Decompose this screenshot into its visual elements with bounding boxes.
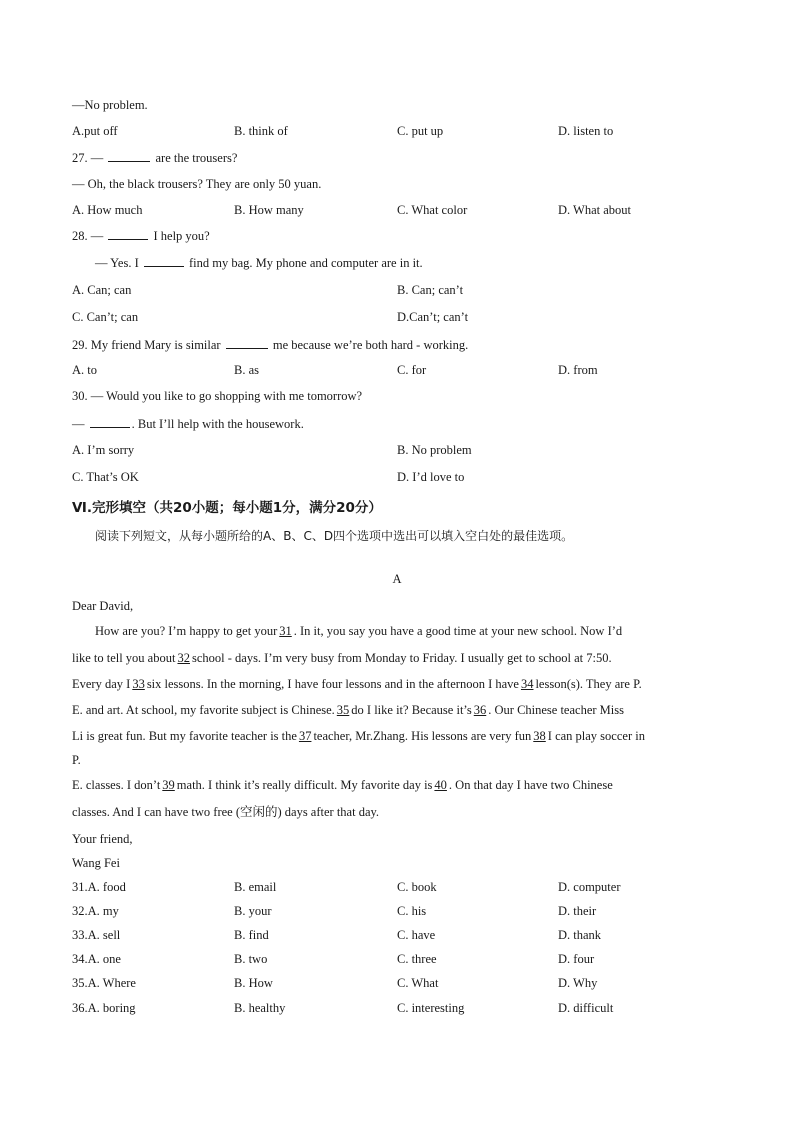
blank-35: 35 bbox=[336, 703, 350, 717]
q32-options bbox=[0, 903, 794, 919]
q33-option-a: 33.A. sell bbox=[72, 928, 121, 942]
q30-reply: — . But I’ll help with the housework. bbox=[72, 417, 304, 431]
q30-options-row2 bbox=[0, 469, 794, 485]
q30-option-c: C. That’s OK bbox=[72, 470, 139, 484]
answer-blank bbox=[226, 336, 268, 349]
q29-option-b: B. as bbox=[234, 363, 259, 377]
letter-closing: Your friend, bbox=[72, 832, 133, 846]
q34-option-d: D. four bbox=[558, 952, 595, 966]
letter-line-1: How are you? I’m happy to get your 31 . In it, you say you have a good time at your new school. Now I’d bbox=[95, 624, 623, 638]
q27-option-c: C. What color bbox=[397, 203, 468, 217]
q32-option-b: B. your bbox=[234, 904, 272, 918]
q33-option-b: B. find bbox=[234, 928, 269, 942]
q31-option-c: C. book bbox=[397, 880, 437, 894]
q34-option-a: 34.A. one bbox=[72, 952, 121, 966]
q34-option-c: C. three bbox=[397, 952, 437, 966]
q30-option-a: A. I’m sorry bbox=[72, 443, 135, 457]
q31-option-a: 31.A. food bbox=[72, 880, 126, 894]
q33-option-d: D. thank bbox=[558, 928, 602, 942]
q30-prompt: 30. — Would you like to go shopping with me tomorrow? bbox=[72, 389, 363, 403]
q26-options bbox=[0, 123, 794, 139]
q29-option-c: C. for bbox=[397, 363, 427, 377]
q28-prompt: 28. — I help you? bbox=[72, 229, 210, 243]
answer-blank bbox=[108, 149, 150, 162]
blank-33: 33 bbox=[132, 677, 145, 691]
q28-option-d: D.Can’t; can’t bbox=[397, 310, 469, 324]
q30-option-d: D. I’d love to bbox=[397, 470, 465, 484]
passage-label: A bbox=[392, 572, 402, 586]
q27-option-a: A. How much bbox=[72, 203, 143, 217]
section-instruction: 阅读下列短文，从每小题所给的A、B、C、D四个选项中选出可以填入空白处的最佳选项。 bbox=[95, 529, 574, 543]
q34-options bbox=[0, 951, 794, 967]
q34-option-b: B. two bbox=[234, 952, 268, 966]
letter-line-5: Li is great fun. But my favorite teacher is the 37 teacher, Mr.Zhang. His lessons are very fun 38 I can play soccer in bbox=[72, 729, 645, 743]
q32-option-c: C. his bbox=[397, 904, 427, 918]
section-title: Ⅵ.完形填空（共20小题；每小题1分，满分20分） bbox=[72, 500, 382, 516]
q27-prompt: 27. — are the trousers? bbox=[72, 151, 238, 165]
q35-option-a: 35.A. Where bbox=[72, 976, 136, 990]
q31-option-b: B. email bbox=[234, 880, 277, 894]
q30-option-b: B. No problem bbox=[397, 443, 472, 457]
letter-greeting: Dear David, bbox=[72, 599, 134, 613]
q32-option-a: 32.A. my bbox=[72, 904, 119, 918]
blank-37: 37 bbox=[298, 729, 312, 743]
q27-options bbox=[0, 202, 794, 218]
q28-option-a: A. Can; can bbox=[72, 283, 132, 297]
q26-option-b: B. think of bbox=[234, 124, 288, 138]
q28-option-c: C. Can’t; can bbox=[72, 310, 139, 324]
letter-line-3: Every day I 33 six lessons. In the morning, I have four lessons and in the afternoon I have 34 lesson(s). They are P. bbox=[72, 677, 642, 691]
q27-reply: — Oh, the black trousers? They are only 50 yuan. bbox=[72, 177, 322, 191]
q33-options bbox=[0, 927, 794, 943]
q35-options bbox=[0, 975, 794, 991]
q35-option-b: B. How bbox=[234, 976, 273, 990]
q26-option-a: A.put off bbox=[72, 124, 118, 138]
q26-answer-line: —No problem. bbox=[72, 98, 148, 112]
letter-line-4: E. and art. At school, my favorite subject is Chinese. 35 do I like it? Because it’s 36 . Our Chinese teacher Miss bbox=[72, 703, 624, 717]
letter-line-8: classes. And I can have two free (空闲的) days after that day. bbox=[72, 805, 380, 819]
blank-31: 31 bbox=[279, 624, 292, 638]
blank-39: 39 bbox=[162, 778, 175, 792]
q33-option-c: C. have bbox=[397, 928, 436, 942]
blank-40: 40 bbox=[434, 778, 447, 792]
q27-option-d: D. What about bbox=[558, 203, 632, 217]
q28-options-row2 bbox=[0, 309, 794, 325]
q31-options bbox=[0, 879, 794, 895]
q28-option-b: B. Can; can’t bbox=[397, 283, 464, 297]
letter-line-7: E. classes. I don’t 39 math. I think it’s really difficult. My favorite day is 40 . On that day I have two Chinese bbox=[72, 778, 613, 792]
letter-line-2: like to tell you about 32 school - days. I’m very busy from Monday to Friday. I usually get to school at 7:50. bbox=[72, 651, 612, 665]
q31-option-d: D. computer bbox=[558, 880, 621, 894]
q30-options-row1 bbox=[0, 442, 794, 458]
q28-reply: — Yes. I find my bag. My phone and computer are in it. bbox=[95, 256, 423, 270]
q36-option-a: 36.A. boring bbox=[72, 1001, 136, 1015]
q29-option-a: A. to bbox=[72, 363, 97, 377]
q36-option-b: B. healthy bbox=[234, 1001, 286, 1015]
blank-36: 36 bbox=[473, 703, 487, 717]
letter-line-6: P. bbox=[72, 753, 81, 767]
q32-option-d: D. their bbox=[558, 904, 597, 918]
q26-option-c: C. put up bbox=[397, 124, 444, 138]
q28-options-row1 bbox=[0, 282, 794, 298]
blank-38: 38 bbox=[533, 729, 546, 743]
q29-option-d: D. from bbox=[558, 363, 598, 377]
answer-blank bbox=[90, 415, 130, 428]
q26-option-d: D. listen to bbox=[558, 124, 614, 138]
answer-blank bbox=[144, 254, 184, 267]
blank-32: 32 bbox=[177, 651, 190, 665]
q36-option-c: C. interesting bbox=[397, 1001, 465, 1015]
q36-option-d: D. difficult bbox=[558, 1001, 614, 1015]
q29-prompt: 29. My friend Mary is similar me because we’re both hard - working. bbox=[72, 338, 469, 352]
q35-option-c: C. What bbox=[397, 976, 439, 990]
q35-option-d: D. Why bbox=[558, 976, 598, 990]
q36-options bbox=[0, 1000, 794, 1016]
letter-signature: Wang Fei bbox=[72, 856, 120, 870]
answer-blank bbox=[108, 227, 148, 240]
q27-option-b: B. How many bbox=[234, 203, 304, 217]
q29-options bbox=[0, 362, 794, 378]
blank-34: 34 bbox=[520, 677, 534, 691]
